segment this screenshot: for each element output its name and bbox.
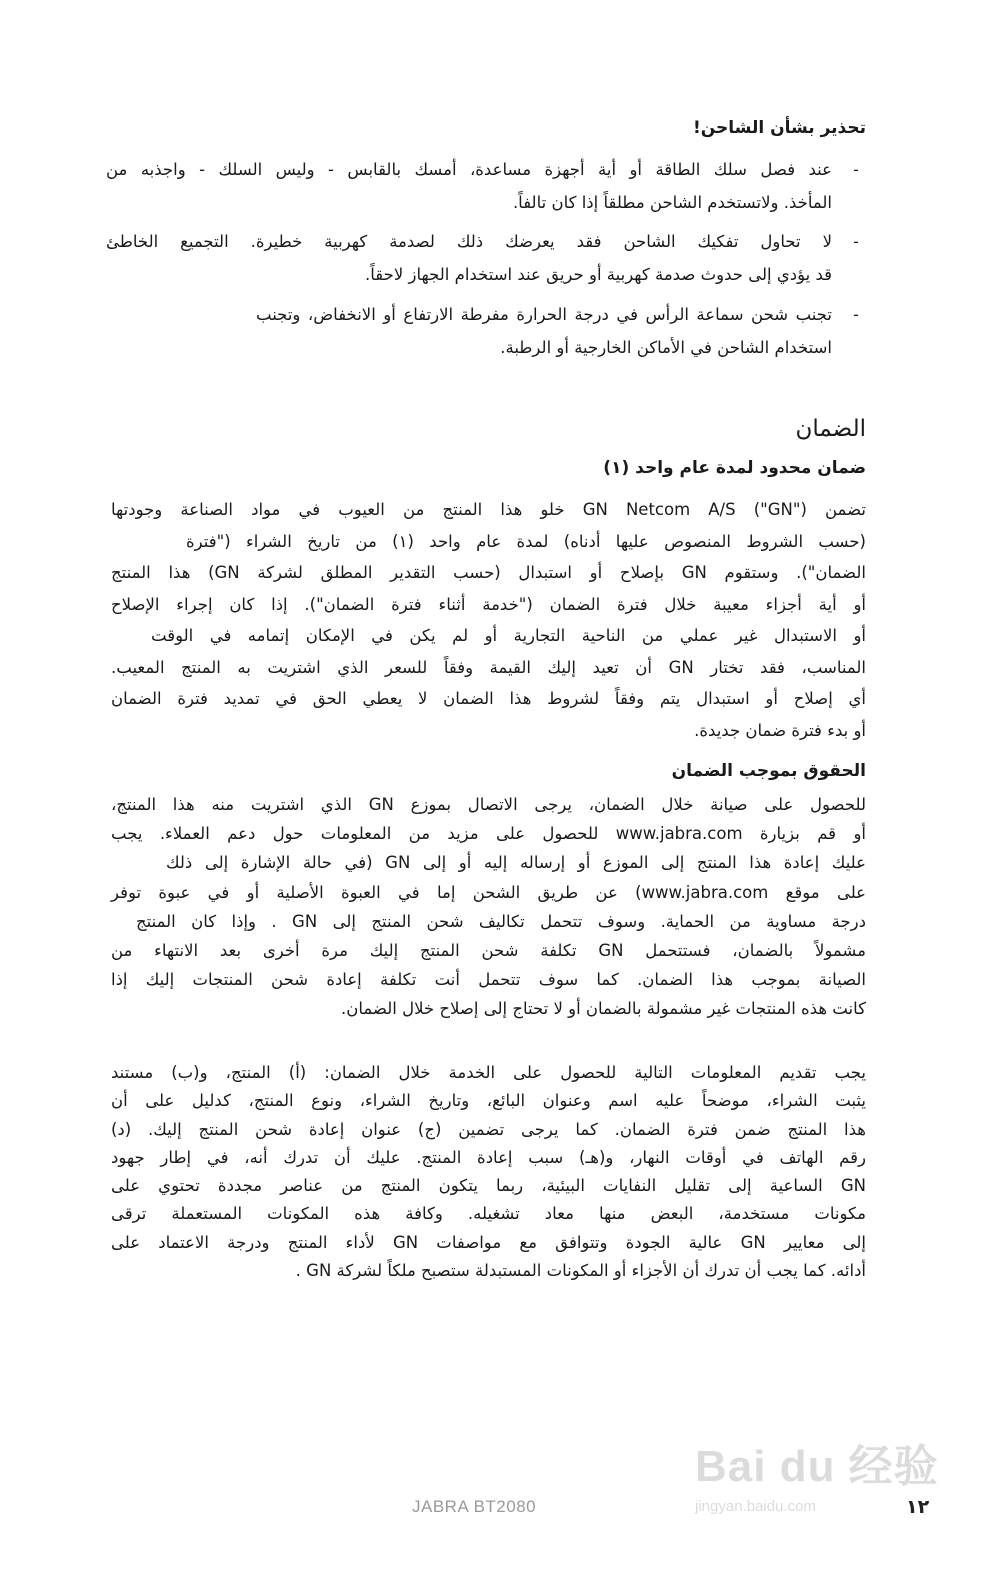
warning-bullet-3 — [106, 305, 866, 375]
text-line: عند فصل سلك الطاقة أو أية أجهزة مساعدة، أمسك بالقابس - وليس السلك - واجذبه من — [106, 160, 832, 179]
text-line: مشمولاً بالضمان، فستتحمل GN تكلفة شحن المنتج إليك مرة أخرى بعد الانتهاء من — [111, 940, 866, 960]
text-line: المناسب، فقد تختار GN أن تعيد إليك القيمة وفقاً للسعر الذي اشتريت به المنتج المعيب. — [111, 657, 866, 677]
text-line: تجنب شحن سماعة الرأس في درجة الحرارة مفرطة الارتفاع أو الانخفاض، وتجنب — [256, 305, 832, 324]
text-line: يثبت الشراء، موضحاً عليه اسم وعنوان البائع، وتاريخ الشراء، ونوع المنتج، كدليل على أن — [111, 1091, 866, 1111]
text-line: أو بدء فترة ضمان جديدة. — [694, 720, 866, 740]
text-line: كانت هذه المنتجات غير مشمولة بالضمان أو لا تحتاج إلى إصلاح خلال الضمان. — [341, 999, 866, 1019]
text-line: يجب تقديم المعلومات التالية للحصول على الخدمة خلال الضمان: (أ) المنتج، و(ب) مستند — [111, 1063, 866, 1082]
baidu-watermark — [695, 1430, 975, 1540]
warranty-rights-paragraph — [111, 795, 866, 1029]
text-line: تضمن GN Netcom A/S ("GN") خلو هذا المنتج من العيوب في مواد الصناعة وجودتها — [111, 500, 867, 519]
text-line: أو الاستبدال غير عملي من الناحية التجارية أو لم يكن في الإمكان إتمامه في الوقت — [151, 626, 866, 645]
text-line: قد يؤدي إلى حدوث صدمة كهربية أو حريق عند استخدام الجهاز لاحقاً. — [365, 265, 832, 284]
text-line: درجة مساوية من الحماية. وسوف تتحمل تكاليف شحن المنتج إلى GN . وإذا كان المنتج — [136, 911, 866, 931]
text-line: أدائه. كما يجب أن تدرك أن الأجزاء أو المكونات المستبدلة ستصبح ملكاً لشركة GN . — [295, 1261, 866, 1281]
text-line: عليك إعادة هذا المنتج إلى الموزع أو إرساله إليه أو إلى GN (في حالة الإشارة إلى ذلك — [166, 853, 866, 873]
text-line: استخدام الشاحن في الأماكن الخارجية أو الرطبة. — [500, 338, 832, 357]
text-line: إلى معايير GN عالية الجودة وتتوافق مع مواصفات GN لأداء المنتج ودرجة الاعتماد على — [111, 1232, 866, 1252]
text-line: (حسب الشروط المنصوص عليها أدناه) لمدة عام واحد (١) من تاريخ الشراء ("فترة — [186, 531, 866, 551]
text-line: الضمان"). وستقوم GN بإصلاح أو استبدال (حسب التقدير المطلق لشركة GN) هذا المنتج — [111, 563, 866, 582]
limited-warranty-paragraph — [111, 500, 866, 752]
text-line: أي إصلاح أو استبدال يتم وفقاً لشروط هذا الضمان لا يعطي الحق في تمديد فترة الضمان — [111, 689, 866, 708]
footer-model-name: JABRA BT2080 — [412, 1497, 537, 1516]
charger-warning-title: تحذير بشأن الشاحن! — [692, 118, 866, 138]
text-line: رقم الهاتف في أوقات النهار، و(هـ) سبب إعادة المنتج. عليك أن تدرك أنه، في إطار جهود — [111, 1147, 866, 1167]
text-line: لا تحاول تفكيك الشاحن فقد يعرضك ذلك لصدمة كهربية خطيرة. التجميع الخاطئ — [106, 232, 832, 251]
bullet-dash: - — [853, 160, 859, 179]
page-number: ١٢ — [906, 1496, 930, 1518]
warranty-title: الضمان — [795, 416, 866, 442]
watermark-url: jingyan.baidu.com — [695, 1498, 816, 1515]
bullet-dash: - — [853, 305, 859, 324]
bullet-dash: - — [853, 232, 859, 251]
text-line: أو أية أجزاء معيبة خلال فترة الضمان ("خدمة أثناء فترة الضمان"). إذا كان إجراء الإصلاح — [111, 594, 866, 614]
limited-warranty-heading: ضمان محدود لمدة عام واحد (١) — [603, 458, 866, 478]
watermark-logo: Bai du 经验 — [695, 1442, 939, 1491]
text-line: هذا المنتج ضمن فترة الضمان. كما يرجى تضمين (ج) عنوان إعادة شحن المنتج إليك. (د) — [111, 1119, 866, 1139]
text-line: على موقع www.jabra.com) عن طريق الشحن إما في العبوة الأصلية أو في عبوة توفر — [111, 882, 866, 902]
text-line: المأخذ. ولاتستخدم الشاحن مطلقاً إذا كان تالفاً. — [512, 193, 832, 212]
warning-bullet-1 — [106, 160, 866, 230]
text-line: مكونات مستخدمة، البعض منها معاد تشغيله. وكافة هذه المكونات المستعملة ترقى — [111, 1204, 866, 1224]
warranty-info-paragraph — [111, 1063, 866, 1289]
text-line: للحصول على صيانة خلال الضمان، يرجى الاتصال بموزع GN الذي اشتريت منه هذا المنتج، — [111, 795, 866, 814]
warning-bullet-2 — [106, 232, 866, 302]
text-line: أو قم بزيارة www.jabra.com للحصول على مزيد من المعلومات حول دعم العملاء. يجب — [111, 824, 866, 844]
text-line: GN الساعية إلى تقليل النفايات البيئية، ربما يتكون المنتج من عناصر مجددة تحتوي على — [111, 1176, 866, 1196]
warranty-rights-heading: الحقوق بموجب الضمان — [671, 761, 866, 781]
text-line: الصيانة بموجب هذا الضمان. كما سوف تتحمل أنت تكلفة إعادة شحن المنتجات إليك إذا — [111, 970, 866, 990]
